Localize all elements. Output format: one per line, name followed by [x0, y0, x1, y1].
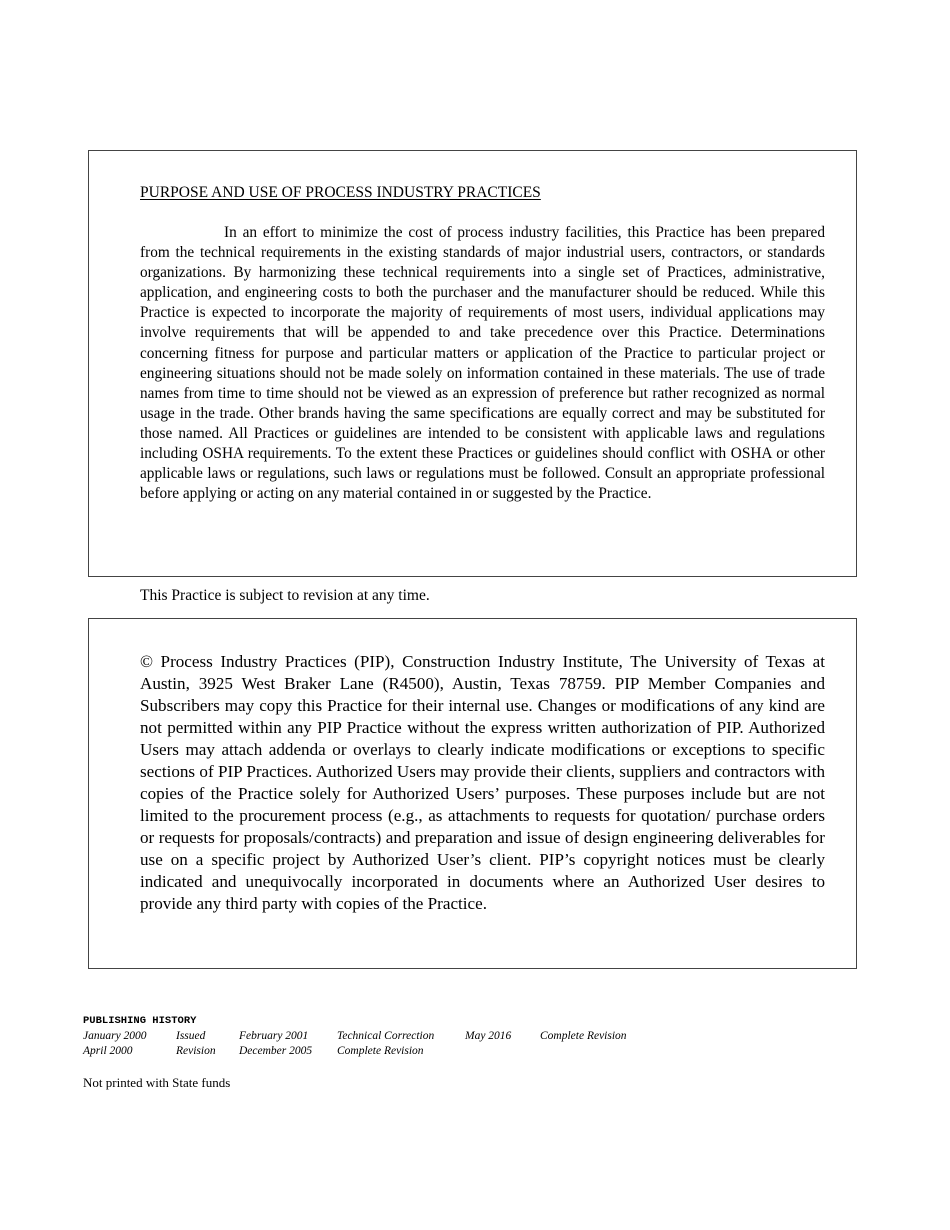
purpose-heading: PURPOSE AND USE OF PROCESS INDUSTRY PRACTICES	[140, 184, 541, 201]
copyright-paragraph: © Process Industry Practices (PIP), Construction Industry Institute, The University of Texas at Austin, 3925 West Braker Lane (R4500), Austin, Texas 78759. PIP Member Companies and Subscribers may copy this Practice for their internal use. Changes or modifications of any kind are not permitted within any PIP Practice without the express written authorization of PIP. Authorized Users may attach addenda or overlays to clearly indicate modifications or exceptions to specific sections of PIP Practices. Authorized Users may provide their clients, suppliers and contractors with copies of the Practice solely for Authorized Users’ purposes. These purposes include but are not limited to the procurement process (e.g., as attachments to requests for quotation/ purchase orders or requests for proposals/contracts) and preparation and issue of design engineering deliverables for use on a specific project by Authorized User’s client. PIP’s copyright notices must be clearly indicated and unequivocally incorporated in documents where an Authorized User desires to provide any third party with copies of the Practice.	[140, 652, 825, 913]
purpose-paragraph: In an effort to minimize the cost of process industry facilities, this Practice has been prepared from the technical requirements in the existing standards of major industrial users, contractors, or standards organizations. By harmonizing these technical requirements into a single set of Practices, administrative, application, and engineering costs to both the purchaser and the manufacturer should be reduced. While this Practice is expected to incorporate the majority of requirements of most users, individual applications may involve requirements that will be appended to and take precedence over this Practice. Determinations concerning fitness for purpose and particular matters or application of the Practice to particular project or engineering situations should not be made solely on information contained in these materials. The use of trade names from time to time should not be viewed as an expression of preference but rather recognized as normal usage in the trade. Other brands having the same specifications are equally correct and may be substituted for those named. All Practices or guidelines are intended to be consistent with applicable laws and regulations including OSHA requirements. To the extent these Practices or guidelines should conflict with OSHA or other applicable laws or regulations, such laws or regulations must be followed. Consult an appropriate professional before applying or acting on any material contained in or suggested by the Practice.	[140, 224, 825, 503]
history-date: February 2001	[239, 1030, 309, 1042]
history-event: Issued	[176, 1030, 206, 1042]
history-event: Revision	[176, 1045, 216, 1057]
history-event: Complete Revision	[337, 1045, 424, 1057]
history-date: April 2000	[83, 1045, 133, 1057]
history-event: Complete Revision	[540, 1030, 627, 1042]
history-date: May 2016	[465, 1030, 512, 1042]
history-date: January 2000	[83, 1030, 147, 1042]
copyright-box	[88, 618, 857, 969]
publishing-history-title: PUBLISHING HISTORY	[83, 1015, 197, 1027]
history-event: Technical Correction	[337, 1030, 435, 1042]
history-date: December 2005	[239, 1045, 313, 1057]
purpose-box	[88, 150, 857, 577]
funding-note: Not printed with State funds	[83, 1075, 231, 1090]
revision-note: This Practice is subject to revision at any time.	[140, 587, 430, 604]
